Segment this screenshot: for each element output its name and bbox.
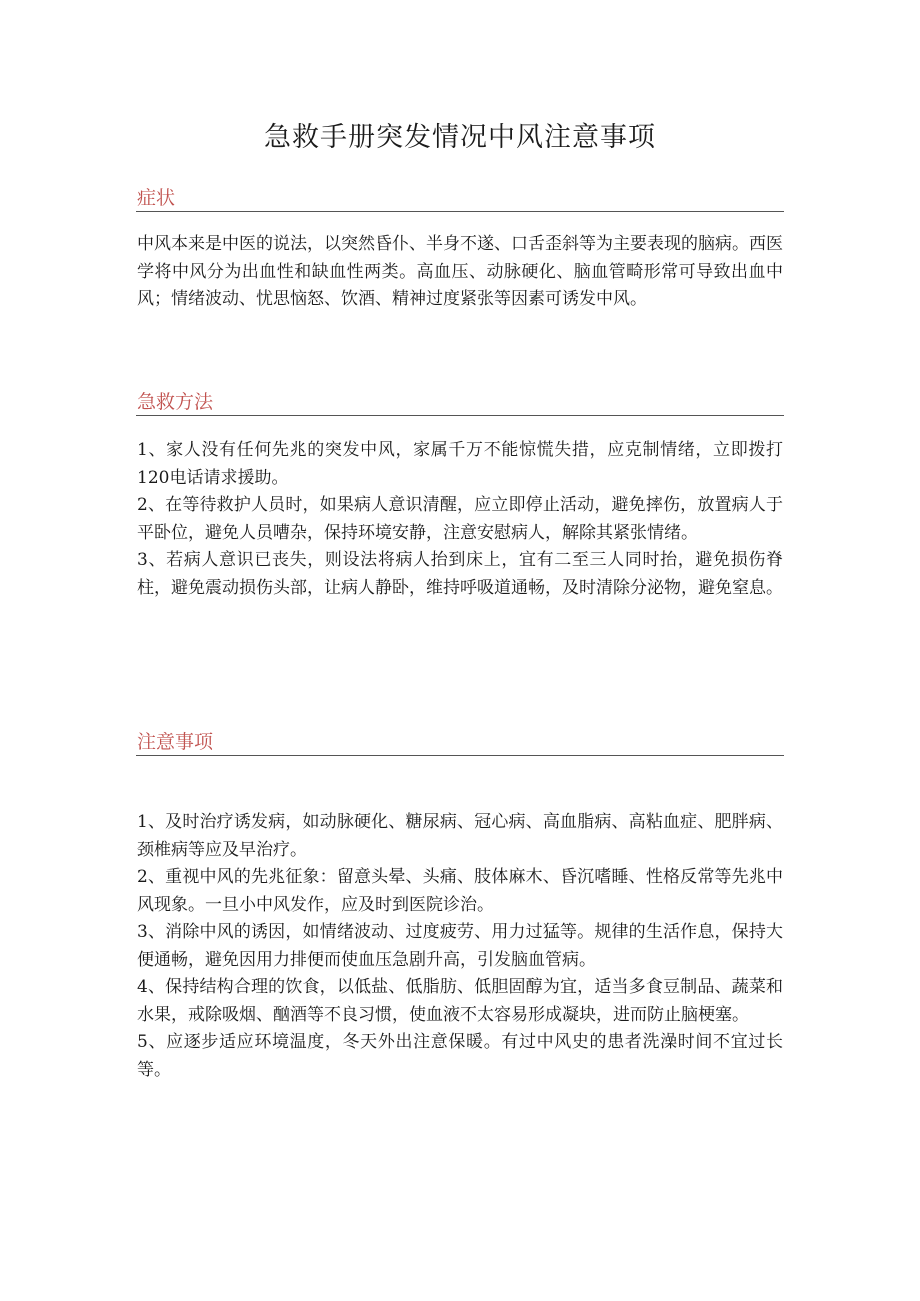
section-heading-label: 注意事项 (137, 731, 214, 753)
precautions-list (137, 809, 783, 1084)
symptoms-paragraph: 中风本来是中医的说法，以突然昏仆、半身不遂、口舌歪斜等为主要表现的脑病。西医学将中风分为出血性和缺血性两类。高血压、动脉硬化、脑血管畸形常可导致出血中风；情绪波动、忧思恼怒、饮酒、精神过度紧张等因素可诱发中风。 (137, 234, 783, 309)
list-item: 3、若病人意识已丧失，则设法将病人抬到床上，宜有二至三人同时抬，避免损伤脊柱，避免震动损伤头部，让病人静卧，维持呼吸道通畅，及时清除分泌物，避免窒息。 (137, 550, 783, 598)
section-heading-label: 症状 (137, 187, 176, 209)
list-item: 5、应逐步适应环境温度，冬天外出注意保暖。有过中风史的患者洗澡时间不宜过长等。 (137, 1032, 783, 1080)
section-heading-label: 急救方法 (137, 391, 214, 413)
section-heading-symptoms (136, 181, 784, 212)
list-item: 1、及时治疗诱发病，如动脉硬化、糖尿病、冠心病、高血脂病、高粘血症、肥胖病、颈椎病等应及早治疗。 (137, 812, 783, 860)
page-title: 急救手册突发情况中风注意事项 (264, 122, 656, 153)
list-item: 2、在等待救护人员时，如果病人意识清醒，应立即停止活动，避免摔伤，放置病人于平卧位，避免人员嘈杂，保持环境安静，注意安慰病人，解除其紧张情绪。 (137, 495, 783, 543)
section-heading-first-aid (136, 385, 784, 416)
first-aid-list (137, 437, 783, 602)
list-item: 3、消除中风的诱因，如情绪波动、过度疲劳、用力过猛等。规律的生活作息，保持大便通畅，避免因用力排便而使血压急剧升高，引发脑血管病。 (137, 922, 783, 970)
list-item: 4、保持结构合理的饮食，以低盐、低脂肪、低胆固醇为宜，适当多食豆制品、蔬菜和水果，戒除吸烟、酗酒等不良习惯，使血液不太容易形成凝块，进而防止脑梗塞。 (137, 977, 783, 1025)
list-item: 1、家人没有任何先兆的突发中风，家属千万不能惊慌失措，应克制情绪，立即拨打120电话请求援助。 (137, 440, 783, 488)
section-heading-precautions (136, 725, 784, 756)
list-item: 2、重视中风的先兆征象：留意头晕、头痛、肢体麻木、昏沉嗜睡、性格反常等先兆中风现象。一旦小中风发作，应及时到医院诊治。 (137, 867, 783, 915)
symptoms-body (137, 231, 783, 314)
